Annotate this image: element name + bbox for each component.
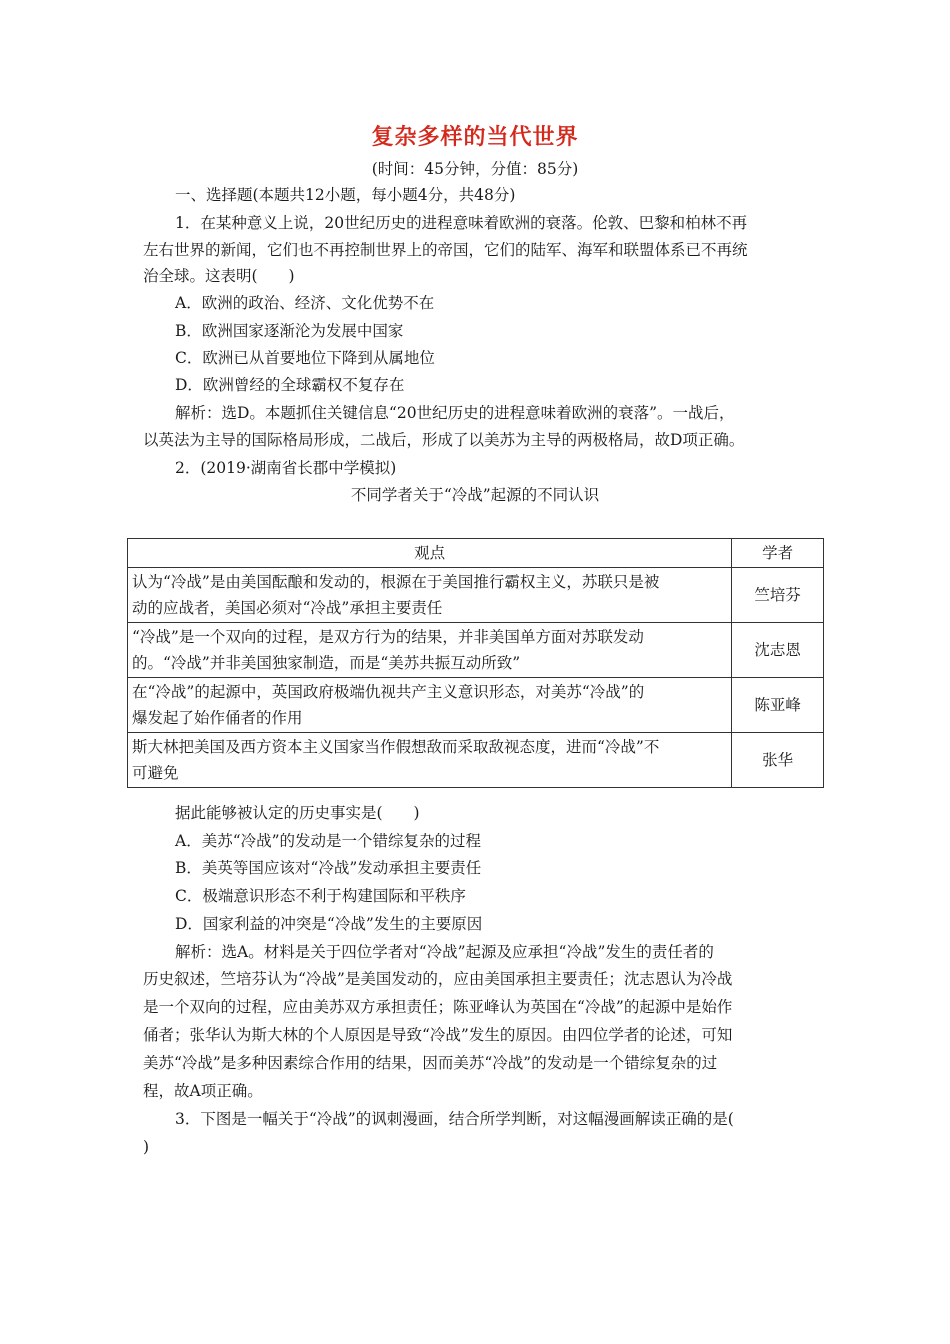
table-row xyxy=(128,568,824,623)
q2-analysis-line: 解析：选A。材料是关于四位学者对“冷战”起源及应承担“冷战”发生的责任者的 xyxy=(175,943,714,961)
q2-analysis-line: 美苏“冷战”是多种因素综合作用的结果，因而美苏“冷战”的发动是一个错综复杂的过 xyxy=(143,1054,718,1072)
q3-stem-line: ) xyxy=(143,1138,150,1156)
q2-option-b: B．美英等国应该对“冷战”发动承担主要责任 xyxy=(175,859,482,877)
q2-analysis-line: 俑者；张华认为斯大林的个人原因是导致“冷战”发生的原因。由四位学者的论述，可知 xyxy=(143,1026,733,1044)
q1-stem-line: 1．在某种意义上说，20世纪历史的进程意味着欧洲的衰落。伦敦、巴黎和柏林不再 xyxy=(175,214,748,232)
q2-option-d: D．国家利益的冲突是“冷战”发生的主要原因 xyxy=(175,915,483,933)
view-cell xyxy=(128,733,732,788)
table-row xyxy=(128,678,824,733)
view-line: 在“冷战”的起源中，英国政府极端仇视共产主义意识形态，对美苏“冷战”的 xyxy=(132,683,645,701)
view-line: 爆发起了始作俑者的作用 xyxy=(132,709,303,727)
exam-info: (时间：45分钟，分值：85分) xyxy=(371,160,579,178)
view-line: 的。“冷战”并非美国独家制造，而是“美苏共振互动所致” xyxy=(132,654,521,672)
q1-stem-line: 左右世界的新闻，它们也不再控制世界上的帝国，它们的陆军、海军和联盟体系已不再统 xyxy=(143,241,748,259)
q1-option-d: D．欧洲曾经的全球霸权不复存在 xyxy=(175,376,405,394)
table-caption: 不同学者关于“冷战”起源的不同认识 xyxy=(350,486,600,504)
table-row xyxy=(128,733,824,788)
q2-option-c: C．极端意识形态不利于构建国际和平秩序 xyxy=(175,887,466,905)
q2-analysis-line: 是一个双向的过程，应由美苏双方承担责任；陈亚峰认为英国在“冷战”的起源中是始作 xyxy=(143,998,733,1016)
q1-analysis-line: 以英法为主导的国际格局形成，二战后，形成了以美苏为主导的两极格局，故D项正确。 xyxy=(143,431,745,449)
scholars-table xyxy=(127,538,824,788)
page-title: 复杂多样的当代世界 xyxy=(371,125,579,150)
q1-stem-line: 治全球。这表明( ) xyxy=(143,267,295,285)
view-cell xyxy=(128,623,732,678)
scholar-cell: 陈亚峰 xyxy=(732,678,824,733)
header-view: 观点 xyxy=(128,539,732,568)
q2-analysis-line: 程，故A项正确。 xyxy=(143,1082,263,1100)
q1-option-b: B．欧洲国家逐渐沦为发展中国家 xyxy=(175,322,404,340)
q3-stem-line: 3．下图是一幅关于“冷战”的讽刺漫画，结合所学判断，对这幅漫画解读正确的是( xyxy=(175,1110,734,1128)
header-scholar: 学者 xyxy=(732,539,824,568)
scholar-cell: 竺培芬 xyxy=(732,568,824,623)
view-cell xyxy=(128,568,732,623)
table-header-row xyxy=(128,539,824,568)
view-line: 动的应战者，美国必须对“冷战”承担主要责任 xyxy=(132,599,443,617)
section-heading: 一、选择题(本题共12小题，每小题4分，共48分) xyxy=(175,186,516,204)
view-line: 斯大林把美国及西方资本主义国家当作假想敌而采取敌视态度，进而“冷战”不 xyxy=(132,738,660,756)
scholar-cell: 张华 xyxy=(732,733,824,788)
q2-stem: 据此能够被认定的历史事实是( ) xyxy=(175,804,420,822)
view-line: 可避免 xyxy=(132,764,179,782)
q1-option-a: A．欧洲的政治、经济、文化优势不在 xyxy=(175,294,435,312)
q1-analysis-line: 解析：选D。本题抓住关键信息“20世纪历史的进程意味着欧洲的衰落”。一战后， xyxy=(175,404,735,422)
view-line: 认为“冷战”是由美国酝酿和发动的，根源在于美国推行霸权主义，苏联只是被 xyxy=(132,573,660,591)
q2-analysis-line: 历史叙述，竺培芬认为“冷战”是美国发动的，应由美国承担主要责任；沈志恩认为冷战 xyxy=(143,970,733,988)
view-cell xyxy=(128,678,732,733)
scholar-cell: 沈志恩 xyxy=(732,623,824,678)
q2-source: 2．(2019·湖南省长郡中学模拟) xyxy=(175,459,397,477)
q2-option-a: A．美苏“冷战”的发动是一个错综复杂的过程 xyxy=(175,832,482,850)
view-line: “冷战”是一个双向的过程，是双方行为的结果，并非美国单方面对苏联发动 xyxy=(132,628,644,646)
table-row xyxy=(128,623,824,678)
q1-option-c: C．欧洲已从首要地位下降到从属地位 xyxy=(175,349,435,367)
